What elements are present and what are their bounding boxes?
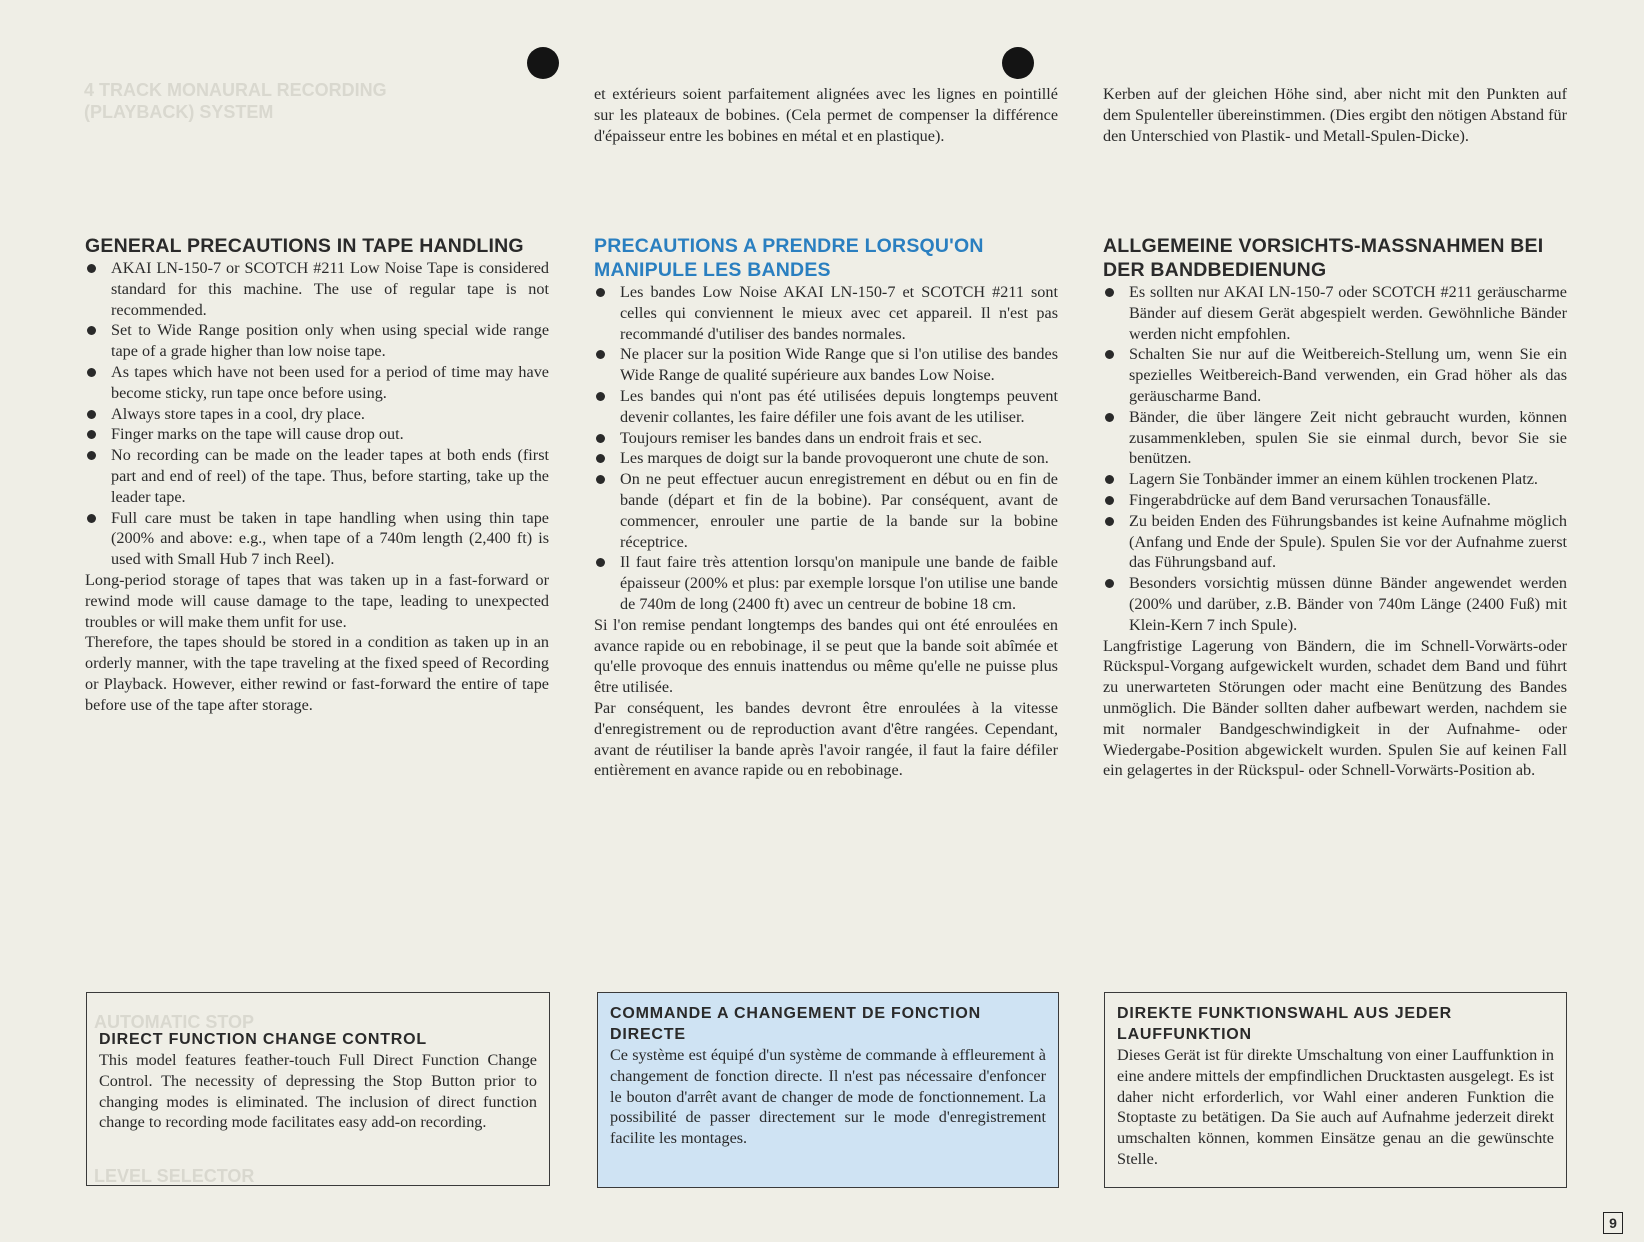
german-box-text: Dieses Gerät ist für direkte Umschaltung von einer Lauffunktion in eine andere mittels der empfindlichen Drucktasten ausgelegt. Es ist daher nicht erforderlich, vor Wahl einer anderen Funktion die Stoptaste zu betätigen. Da Sie auch auf Aufnahme jederzeit direkt umschalten können, kommen Einsätze genau an die gewünschte Stelle.	[1117, 1046, 1554, 1168]
french-continued-paragraph: et extérieurs soient parfaitement alignées avec les lignes en pointillé sur les plateaux de bobines. (Cela permet de compenser la différence d'épaisseur entre les bobines en métal et en plastique).	[594, 85, 1058, 145]
german-bullet-list	[1103, 282, 1567, 636]
french-top-text	[594, 84, 1058, 146]
show-through-heading-4: LEVEL SELECTOR	[94, 1166, 255, 1186]
french-paragraph-therefore: Par conséquent, les bandes devront être enroulées à la vitesse d'enregistrement ou de reproduction avant d'être rangées. Cependant, avant de réutiliser la bande après l'avoir rangée, il faut la faire défiler entièrement en avance rapide ou en rebobinage.	[594, 698, 1058, 780]
list-item: Schalten Sie nur auf die Weitbereich-Stellung um, wenn Sie ein spezielles Weitbereich-Band verwenden, ein Grad höher als das geräuscharme Band.	[1103, 344, 1567, 406]
german-direct-function-box	[1104, 992, 1567, 1188]
english-box-text: This model features feather-touch Full Direct Function Change Control. The necessity of depressing the Stop Button prior to changing modes is eliminated. The inclusion of direct function change to recording mode facilitates easy add-on recording.	[99, 1051, 537, 1132]
german-paragraph-storage: Langfristige Lagerung von Bändern, die im Schnell-Vorwärts-oder Rückspul-Vorgang aufgewickelt wurden, schadet dem Band und führt zu unerwarteten Störungen oder macht eine Benützung des Bandes unmöglich. Die Bänder sollten daher aufbewart werden, nachdem sie mit normaler Bandgeschwindigkeit in der Aufnahme- oder Wiedergabe-Position abgewickelt wurden. Spulen Sie auf keinen Fall ein gelagertes in der Rückspul- oder Schnell-Vorwärts-Position ab.	[1103, 636, 1567, 780]
list-item: Les bandes Low Noise AKAI LN-150-7 et SCOTCH #211 sont celles qui conviennent le mieux avec cet appareil. Il n'est pas recommandé d'utiliser des bandes normales.	[594, 282, 1058, 344]
french-direct-function-box	[597, 992, 1059, 1188]
list-item: Il faut faire très attention lorsqu'on manipule une bande de faible épaisseur (200% et plus: par exemple lorsque l'on utilise une bande de 740m de long (2400 ft) avec un centreur de bobine 18 cm.	[594, 552, 1058, 614]
english-direct-function-box	[86, 992, 550, 1186]
german-column	[1103, 234, 1567, 781]
list-item: Ne placer sur la position Wide Range que si l'on utilise des bandes Wide Range de qualité supérieure aux bandes Low Noise.	[594, 344, 1058, 386]
list-item: Set to Wide Range position only when using special wide range tape of a grade higher than low noise tape.	[85, 320, 549, 362]
english-box-title: DIRECT FUNCTION CHANGE CONTROL	[99, 1031, 427, 1048]
list-item: Lagern Sie Tonbänder immer an einem kühlen trockenen Platz.	[1103, 469, 1567, 490]
english-paragraph-storage: Long-period storage of tapes that was taken up in a fast-forward or rewind mode will cause damage to the tape, leading to unexpected troubles or will make them unfit for use.	[85, 570, 549, 631]
list-item: Toujours remiser les bandes dans un endroit frais et sec.	[594, 428, 1058, 449]
show-through-heading-3: AUTOMATIC STOP	[94, 1012, 255, 1032]
list-item: Finger marks on the tape will cause drop out.	[85, 424, 549, 445]
show-through-heading-1: 4 TRACK MONAURAL RECORDING	[84, 80, 387, 100]
list-item: Besonders vorsichtig müssen dünne Bänder angewendet werden (200% und darüber, z.B. Bänder von 740m Länge (2400 Fuß) mit Klein-Kern 7 inch Spule).	[1103, 573, 1567, 635]
french-heading: PRECAUTIONS A PRENDRE LORSQU'ON MANIPULE LES BANDES	[594, 235, 984, 281]
show-through-heading-2: (PLAYBACK) SYSTEM	[84, 102, 274, 122]
list-item: On ne peut effectuer aucun enregistrement en début ou en fin de bande (départ et fin de la bobine). Par conséquent, avant de commencer, enrouler une partie de la bande sur la bobine réceptrice.	[594, 469, 1058, 552]
english-bullet-list	[85, 258, 549, 570]
french-box-title: COMMANDE A CHANGEMENT DE FONCTION DIRECTE	[610, 1005, 981, 1043]
list-item: Bänder, die über längere Zeit nicht gebraucht wurden, können zusammenkleben, spulen Sie sie einmal durch, bevor Sie sie benützen.	[1103, 407, 1567, 469]
list-item: Es sollten nur AKAI LN-150-7 oder SCOTCH #211 geräuscharme Bänder auf diesem Gerät abgespielt werden. Gewöhnliche Bänder werden nicht empfohlen.	[1103, 282, 1567, 344]
list-item: Zu beiden Enden des Führungsbandes ist keine Aufnahme möglich (Anfang und Ende der Spule). Spulen Sie vor der Aufnahme zuerst das Führungsband auf.	[1103, 511, 1567, 573]
list-item: Always store tapes in a cool, dry place.	[85, 404, 549, 425]
page-number: 9	[1603, 1212, 1623, 1234]
german-box-title: DIREKTE FUNKTIONSWAHL AUS JEDER LAUFFUNKTION	[1117, 1005, 1453, 1043]
list-item: Full care must be taken in tape handling when using thin tape (200% and above: e.g., when tape of a 740m length (2,400 ft) is used with Small Hub 7 inch Reel).	[85, 508, 549, 570]
french-paragraph-storage: Si l'on remise pendant longtemps des bandes qui ont été enroulées en avance rapide ou en rebobinage, il se peut que la bande soit abîmée et qu'elle provoque des ennuis inattendus ou même qu'elle ne puisse plus être utilisée.	[594, 615, 1058, 697]
list-item: Fingerabdrücke auf dem Band verursachen Tonausfälle.	[1103, 490, 1567, 511]
french-column	[594, 234, 1058, 781]
german-continued-paragraph: Kerben auf der gleichen Höhe sind, aber nicht mit den Punkten auf dem Spulenteller übereinstimmen. (Dies ergibt den nötigen Abstand für den Unterschied von Plastik- und Metall-Spulen-Dicke).	[1103, 85, 1567, 145]
french-box-text: Ce système est équipé d'un système de commande à effleurement à changement de fonction directe. Il n'est pas nécessaire d'enfoncer le bouton d'arrêt avant de changer de mode de fonctionnement. La possibilité de passer directement sur le mode d'enregistrement facilite les montages.	[610, 1046, 1046, 1148]
french-bullet-list	[594, 282, 1058, 615]
list-item: Les bandes qui n'ont pas été utilisées depuis longtemps peuvent devenir collantes, les faire défiler une fois avant de les utiliser.	[594, 386, 1058, 428]
german-heading: ALLGEMEINE VORSICHTS-MASSNAHMEN BEI DER BANDBEDIENUNG	[1103, 235, 1544, 281]
list-item: Les marques de doigt sur la bande provoqueront une chute de son.	[594, 448, 1058, 469]
english-heading: GENERAL PRECAUTIONS IN TAPE HANDLING	[85, 235, 524, 257]
binder-hole-left	[527, 47, 559, 79]
english-column	[85, 234, 549, 716]
list-item: As tapes which have not been used for a period of time may have become sticky, run tape once before using.	[85, 362, 549, 404]
list-item: AKAI LN-150-7 or SCOTCH #211 Low Noise Tape is considered standard for this machine. The use of regular tape is not recommended.	[85, 258, 549, 320]
list-item: No recording can be made on the leader tapes at both ends (first part and end of reel) of the tape. Thus, before starting, take up the leader tape.	[85, 445, 549, 507]
german-top-text	[1103, 84, 1567, 146]
english-paragraph-therefore: Therefore, the tapes should be stored in a condition as taken up in an orderly manner, with the tape traveling at the fixed speed of Recording or Playback. However, either rewind or fast-forward the entire of tape before use of the tape after storage.	[85, 633, 549, 714]
binder-hole-right	[1002, 47, 1034, 79]
